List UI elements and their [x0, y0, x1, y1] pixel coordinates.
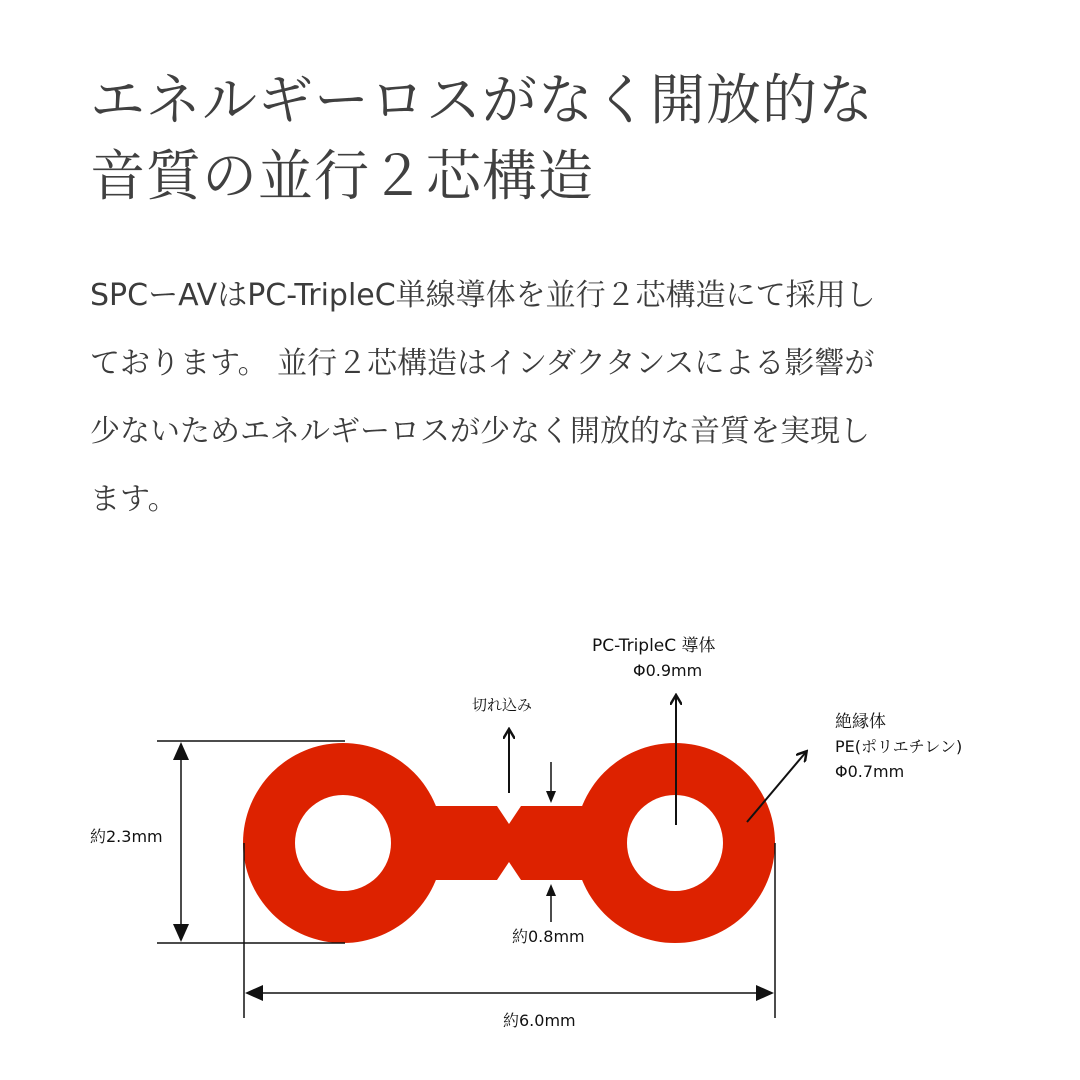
description-line-2: ております。 並行２芯構造はインダクタンスによる影響が — [90, 346, 875, 381]
notch-label: 切れ込み — [472, 696, 533, 714]
conductor-name-label: PC-TripleC 導体 — [592, 636, 716, 656]
width-label: 約6.0mm — [503, 1011, 576, 1030]
heading-line-1: エネルギーロスがなく開放的な — [90, 68, 875, 132]
height-arrow-down — [173, 924, 189, 942]
left-conductor-hole — [295, 795, 391, 891]
width-arrow-right — [756, 985, 774, 1001]
heading-line-2: 音質の並行２芯構造 — [90, 144, 595, 208]
description-line-1: SPCーAVはPC-TripleC単線導体を並行２芯構造にて採用し — [90, 278, 876, 313]
conductor-diameter-label: Φ0.9mm — [633, 661, 703, 680]
insulator-title-label: 絶縁体 — [835, 712, 886, 732]
insulator-callout — [747, 712, 962, 822]
height-arrow-up — [173, 742, 189, 760]
insulator-thickness-label: Φ0.7mm — [835, 762, 905, 781]
page-heading — [90, 62, 1030, 214]
bridge-arrow-down — [546, 791, 556, 803]
bridge-arrow-up — [546, 884, 556, 896]
insulation-bridge — [430, 806, 590, 880]
description-line-4: ます。 — [90, 482, 178, 517]
description-paragraph — [90, 262, 1010, 534]
height-label: 約2.3mm — [90, 827, 163, 846]
width-arrow-left — [245, 985, 263, 1001]
cable-cross-section-diagram — [0, 600, 1080, 1070]
notch-callout — [472, 696, 532, 793]
description-line-3: 少ないためエネルギーロスが少なく開放的な音質を実現し — [90, 414, 870, 449]
bridge-label: 約0.8mm — [512, 927, 585, 946]
insulator-material-label: PE(ポリエチレン) — [835, 737, 963, 756]
